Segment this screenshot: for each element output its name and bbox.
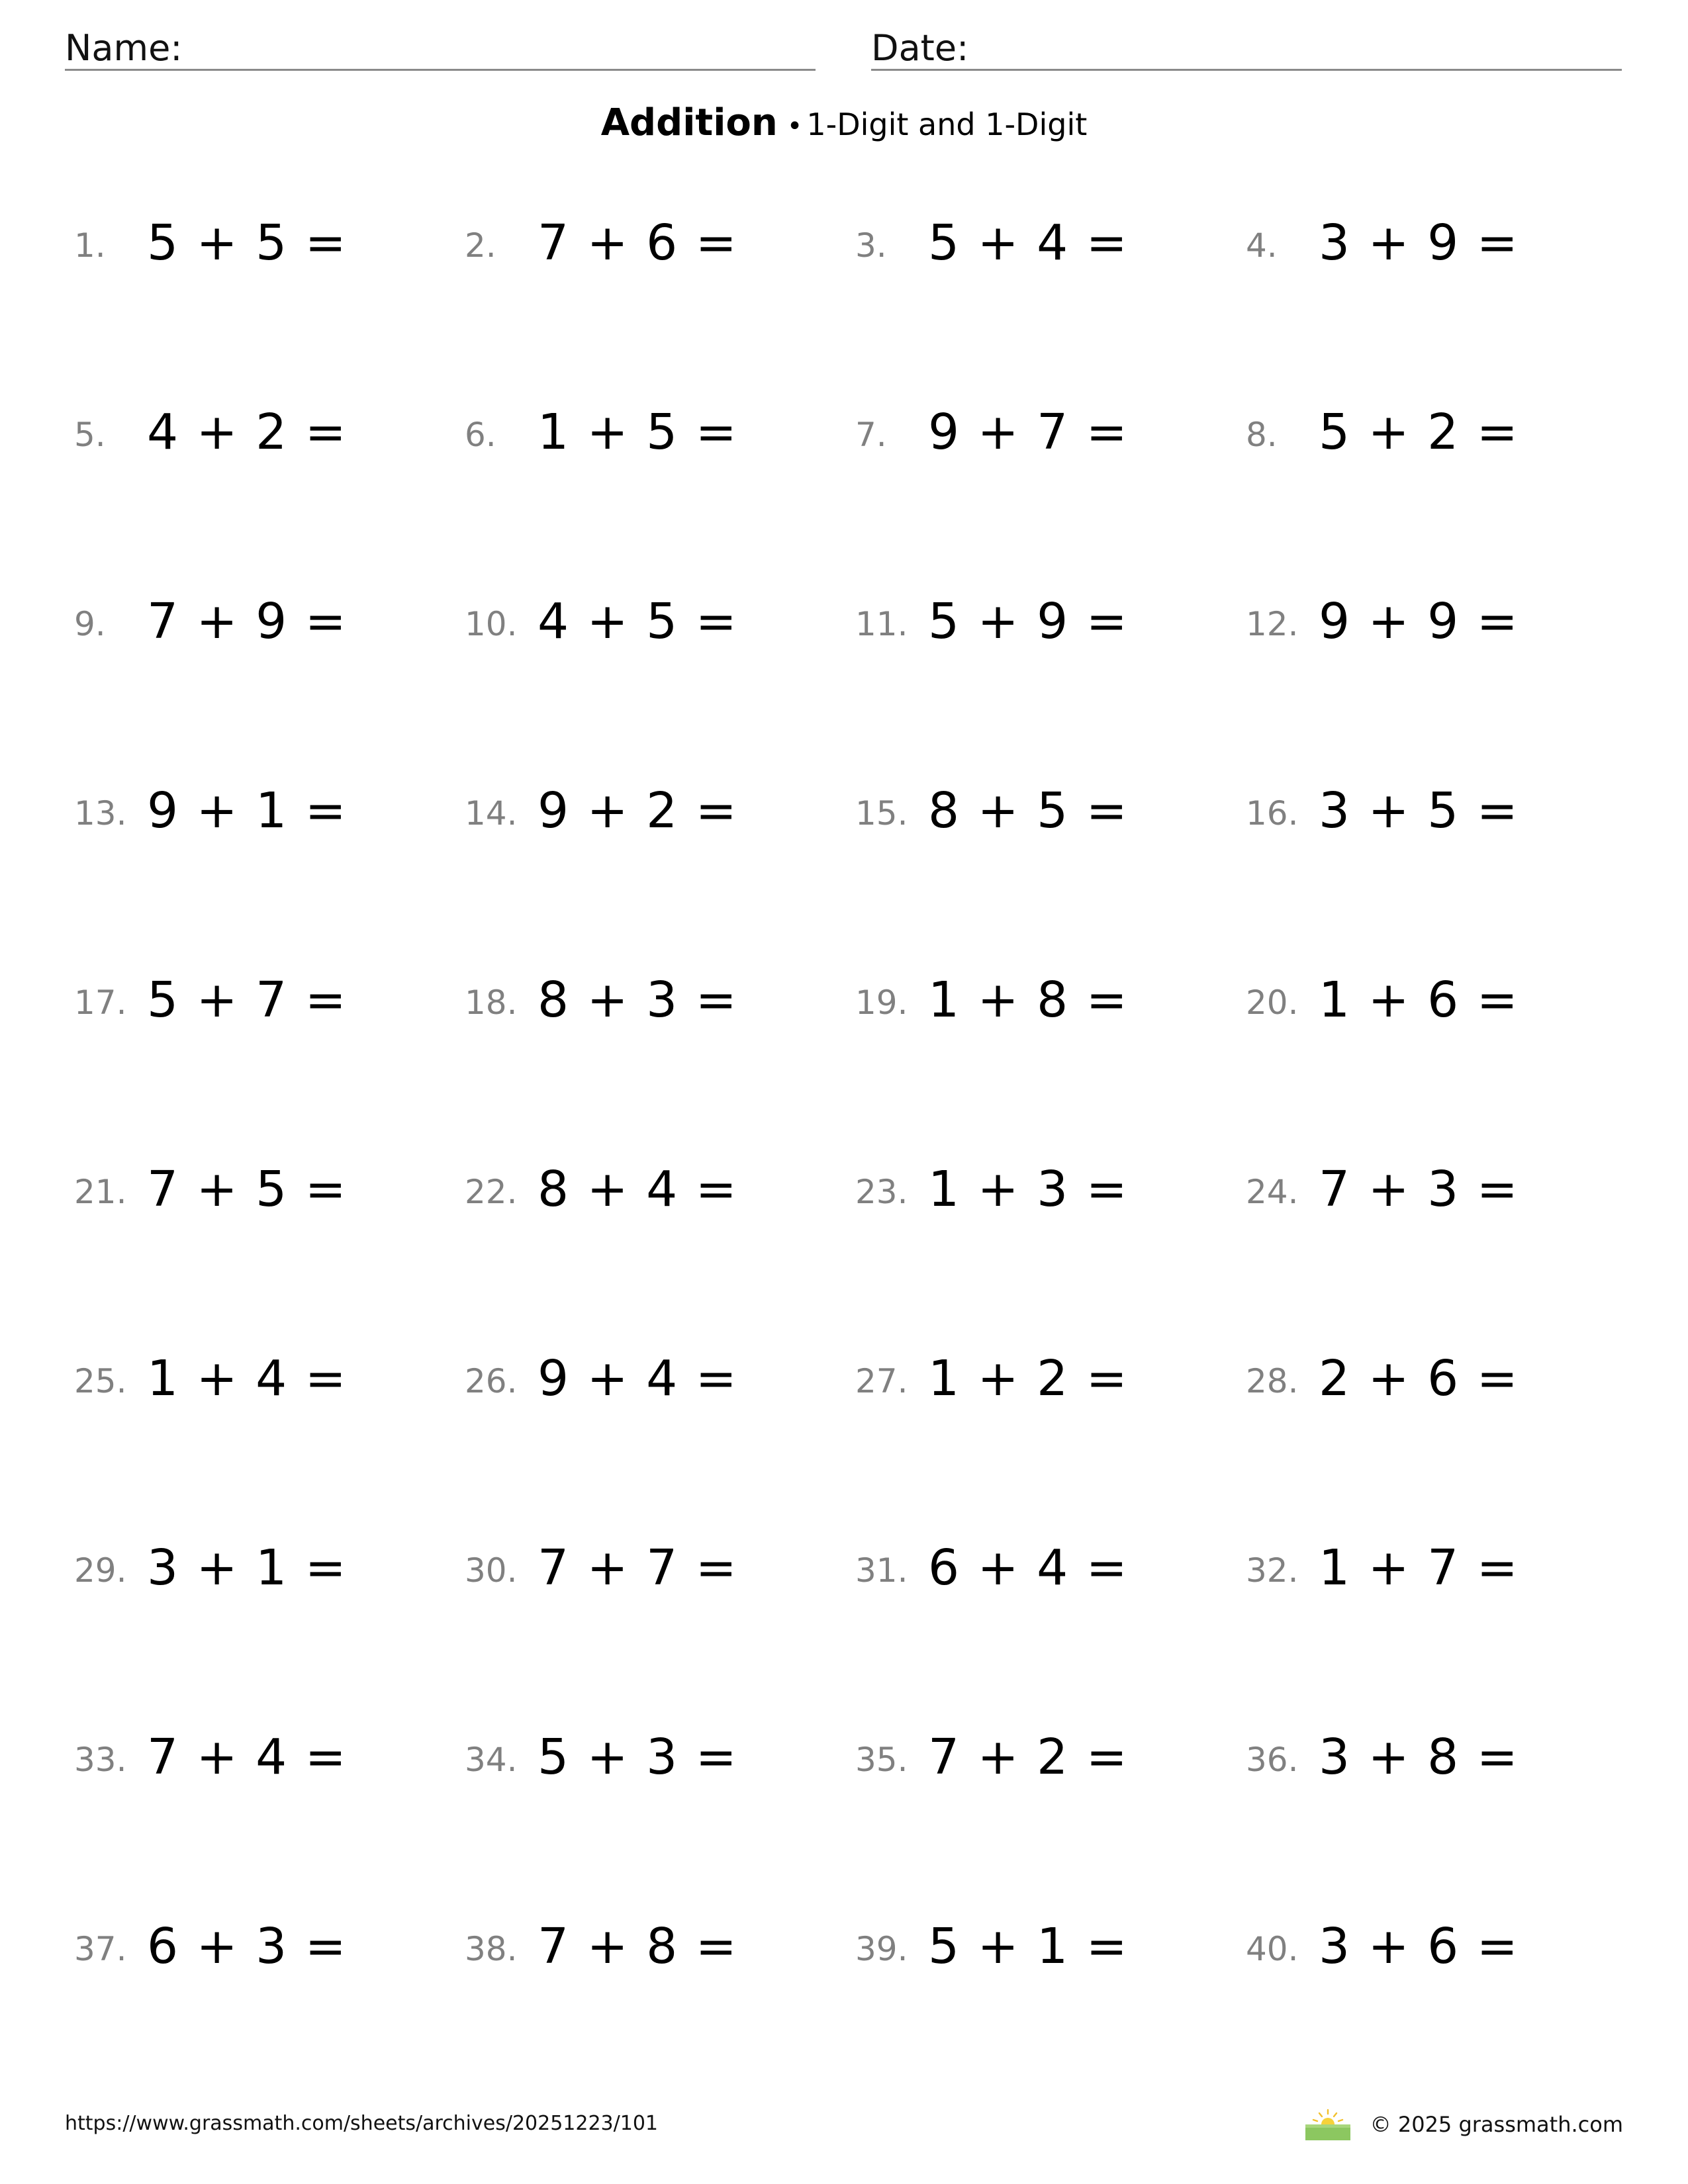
problem-expression: 2 + 6 = [1319,1350,1519,1407]
title-subtitle: 1-Digit and 1-Digit [806,107,1088,142]
problem-item [465,1914,849,1987]
problem-item [74,1346,458,1419]
problem-item [855,1346,1239,1419]
problem-item [855,210,1239,283]
problem-expression: 3 + 5 = [1319,782,1519,839]
problem-item [74,210,458,283]
problem-expression: 9 + 2 = [538,782,738,839]
problem-number: 10. [465,605,518,643]
worksheet-title [0,101,1688,144]
problem-item [1246,210,1630,283]
footer-copyright: © 2025 grassmath.com [1370,2112,1623,2137]
problem-item [855,589,1239,662]
problem-expression: 7 + 8 = [538,1918,738,1975]
problem-expression: 8 + 5 = [928,782,1129,839]
problem-expression: 5 + 3 = [538,1729,738,1786]
problem-number: 3. [855,226,887,265]
problem-number: 32. [1246,1551,1299,1590]
problem-number: 40. [1246,1930,1299,1968]
problem-number: 37. [74,1930,127,1968]
problem-item [465,968,849,1040]
problem-number: 14. [465,794,518,833]
problem-number: 23. [855,1173,908,1211]
problem-item [1246,400,1630,473]
problem-expression: 9 + 1 = [147,782,348,839]
problem-item [1246,1157,1630,1230]
footer-brand [1305,2105,1623,2144]
problem-number: 39. [855,1930,908,1968]
problem-number: 7. [855,416,887,454]
date-label: Date: [871,27,969,69]
problem-expression: 7 + 4 = [147,1729,348,1786]
problem-number: 33. [74,1741,127,1779]
problem-expression: 9 + 7 = [928,404,1129,461]
problem-number: 21. [74,1173,127,1211]
problem-expression: 8 + 3 = [538,972,738,1028]
problem-number: 31. [855,1551,908,1590]
problem-number: 24. [1246,1173,1299,1211]
problem-number: 12. [1246,605,1299,643]
problem-expression: 3 + 9 = [1319,214,1519,271]
problem-item [855,400,1239,473]
problem-item [1246,968,1630,1040]
problem-item [74,968,458,1040]
problem-number: 6. [465,416,496,454]
footer-url: https://www.grassmath.com/sheets/archives/20251223/101 [65,2112,659,2135]
problem-number: 9. [74,605,106,643]
problem-item [74,400,458,473]
header-fields [65,20,1620,70]
problem-number: 5. [74,416,106,454]
problem-number: 34. [465,1741,518,1779]
problem-number: 4. [1246,226,1278,265]
problem-number: 8. [1246,416,1278,454]
problem-number: 29. [74,1551,127,1590]
problem-item [465,778,849,851]
problem-number: 2. [465,226,496,265]
problem-item [74,1157,458,1230]
problem-expression: 3 + 1 = [147,1539,348,1596]
problem-item [855,778,1239,851]
date-field[interactable] [871,20,1622,71]
problem-number: 28. [1246,1362,1299,1400]
problem-number: 26. [465,1362,518,1400]
problem-expression: 7 + 7 = [538,1539,738,1596]
problem-expression: 4 + 5 = [538,593,738,650]
problem-expression: 6 + 3 = [147,1918,348,1975]
problem-item [74,1535,458,1608]
problem-expression: 7 + 2 = [928,1729,1129,1786]
problem-expression: 1 + 3 = [928,1161,1129,1218]
problem-expression: 5 + 7 = [147,972,348,1028]
problem-number: 15. [855,794,908,833]
problem-number: 38. [465,1930,518,1968]
problem-expression: 1 + 6 = [1319,972,1519,1028]
problem-number: 1. [74,226,106,265]
problem-item [1246,778,1630,851]
problem-number: 13. [74,794,127,833]
problem-item [74,589,458,662]
problem-item [855,1725,1239,1797]
problem-item [465,1725,849,1797]
problem-expression: 6 + 4 = [928,1539,1129,1596]
problem-item [465,589,849,662]
problem-number: 35. [855,1741,908,1779]
problem-number: 25. [74,1362,127,1400]
problem-item [1246,1914,1630,1987]
problem-expression: 1 + 7 = [1319,1539,1519,1596]
problem-item [74,1725,458,1797]
problem-expression: 7 + 5 = [147,1161,348,1218]
problem-item [855,1535,1239,1608]
problem-expression: 5 + 9 = [928,593,1129,650]
problem-item [465,1535,849,1608]
problem-expression: 7 + 9 = [147,593,348,650]
problem-number: 30. [465,1551,518,1590]
problem-item [1246,589,1630,662]
problem-item [1246,1535,1630,1608]
problem-expression: 5 + 4 = [928,214,1129,271]
problem-number: 36. [1246,1741,1299,1779]
problem-expression: 1 + 8 = [928,972,1129,1028]
problem-expression: 1 + 5 = [538,404,738,461]
problem-expression: 7 + 3 = [1319,1161,1519,1218]
problem-item [855,1157,1239,1230]
problem-item [465,1157,849,1230]
problem-expression: 9 + 9 = [1319,593,1519,650]
problem-expression: 5 + 2 = [1319,404,1519,461]
problem-expression: 9 + 4 = [538,1350,738,1407]
problem-number: 20. [1246,983,1299,1022]
problem-expression: 8 + 4 = [538,1161,738,1218]
problem-item [855,1914,1239,1987]
title-main: Addition [600,101,778,144]
problem-number: 19. [855,983,908,1022]
problem-item [465,400,849,473]
title-separator: • [786,111,803,142]
problem-item [74,1914,458,1987]
problem-item [465,1346,849,1419]
problem-expression: 3 + 8 = [1319,1729,1519,1786]
name-label: Name: [65,27,183,69]
problem-expression: 1 + 4 = [147,1350,348,1407]
problem-expression: 7 + 6 = [538,214,738,271]
problem-expression: 5 + 1 = [928,1918,1129,1975]
problem-item [1246,1346,1630,1419]
problem-number: 11. [855,605,908,643]
problem-expression: 4 + 2 = [147,404,348,461]
problem-grid [74,210,1623,2103]
problem-item [465,210,849,283]
problem-number: 16. [1246,794,1299,833]
name-field[interactable] [65,20,816,71]
problem-expression: 3 + 6 = [1319,1918,1519,1975]
problem-number: 27. [855,1362,908,1400]
problem-item [74,778,458,851]
problem-number: 18. [465,983,518,1022]
problem-number: 22. [465,1173,518,1211]
sun-over-grass-icon [1305,2109,1350,2140]
problem-item [1246,1725,1630,1797]
problem-expression: 1 + 2 = [928,1350,1129,1407]
problem-item [855,968,1239,1040]
problem-number: 17. [74,983,127,1022]
problem-expression: 5 + 5 = [147,214,348,271]
